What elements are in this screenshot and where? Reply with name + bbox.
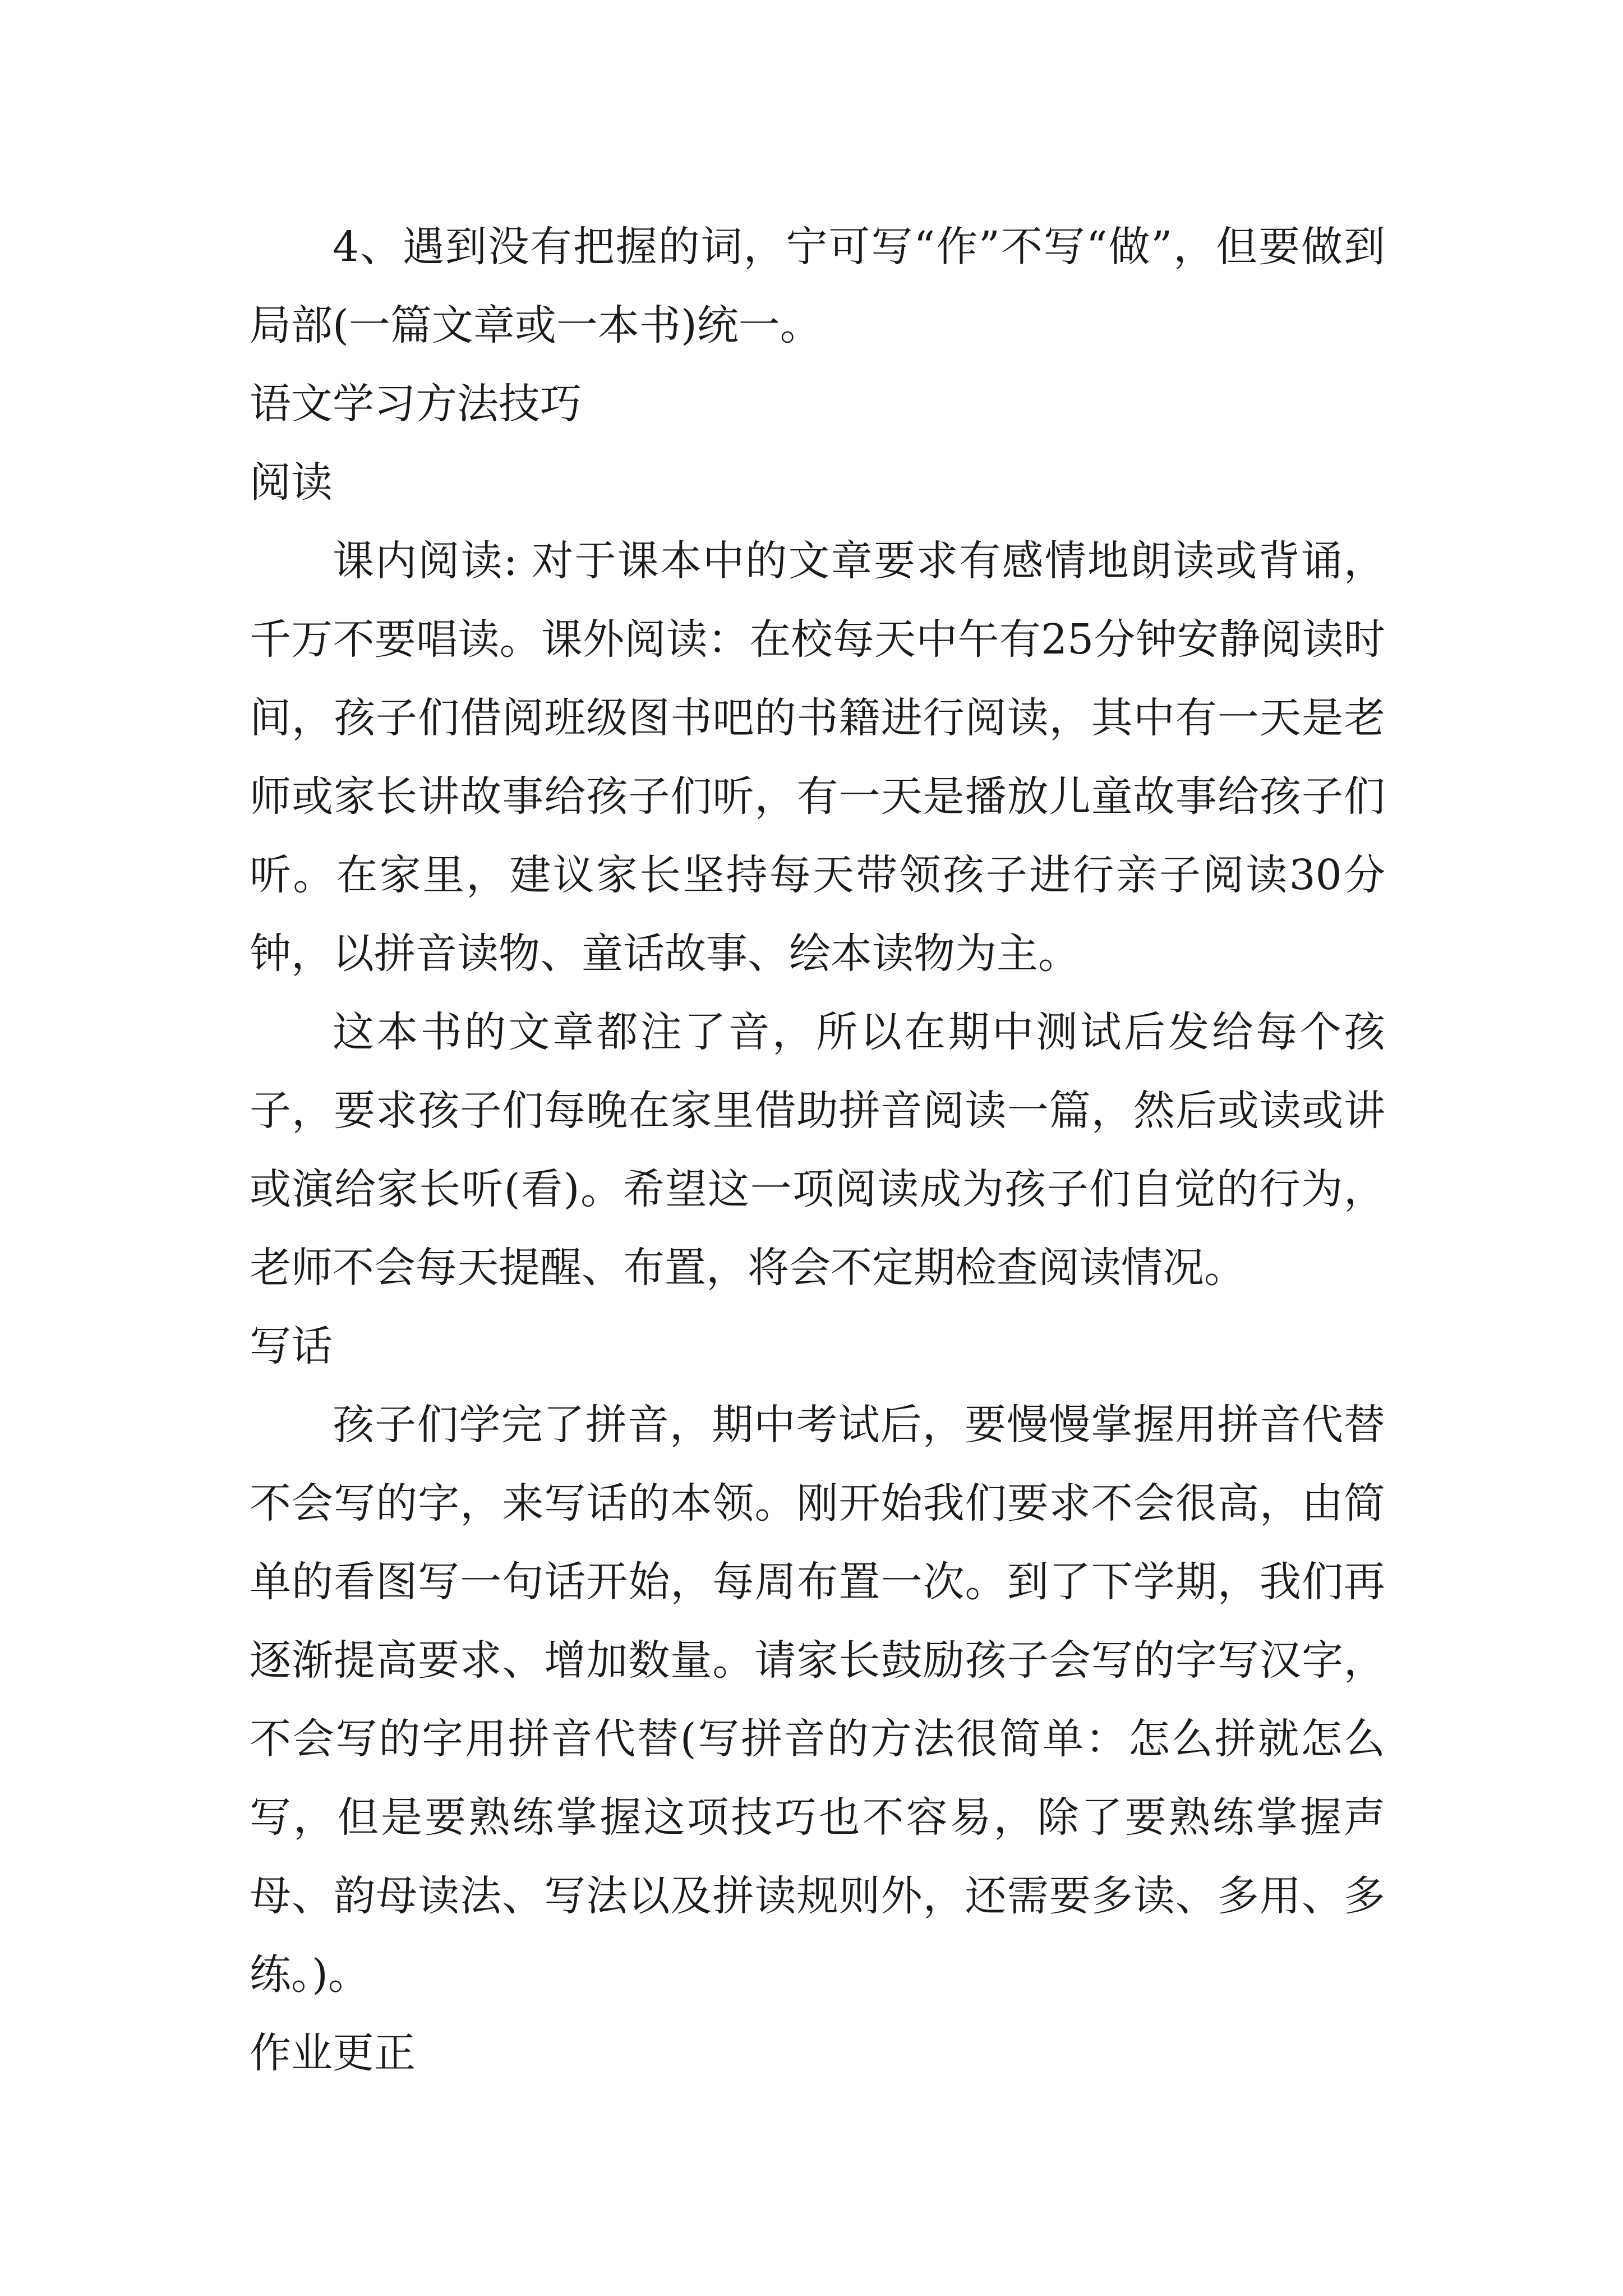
paragraph-word-usage-rule: 4、遇到没有把握的词，宁可写“作”不写“做”，但要做到局部(一篇文章或一本书)统一。 <box>250 223 1385 349</box>
paragraph-writing-details: 孩子们学完了拼音，期中考试后，要慢慢掌握用拼音代替不会写的字，来写话的本领。刚开始我们要求不会很高，由简单的看图写一句话开始，每周布置一次。到了下学期，我们再逐渐提高要求、增加数量。请家长鼓励孩子会写的字写汉字，不会写的字用拼音代替(写拼音的方法很简单：怎么拼就怎么写，但是要熟练掌握这项技巧也不容易，除了要熟练掌握声母、韵母读法、写法以及拼读规则外，还需要多读、多用、多练。)。 <box>250 1401 1385 1999</box>
subheading-homework-correction: 作业更正 <box>250 2029 416 2077</box>
subheading-writing: 写话 <box>250 1322 333 1370</box>
paragraph-book-reading: 这本书的文章都注了音，所以在期中测试后发给每个孩子，要求孩子们每晚在家里借助拼音阅读一篇，然后或读或讲或演给家长听(看)。希望这一项阅读成为孩子们自觉的行为，老师不会每天提醒、布置，将会不定期检查阅读情况。 <box>250 1008 1385 1292</box>
subheading-reading: 阅读 <box>250 458 333 507</box>
section-heading-study-methods: 语文学习方法技巧 <box>250 380 582 428</box>
paragraph-reading-details: 课内阅读: 对于课本中的文章要求有感情地朗读或背诵，千万不要唱读。课外阅读：在校每天中午有25分钟安静阅读时间，孩子们借阅班级图书吧的书籍进行阅读，其中有一天是老师或家长讲故事给孩子们听，有一天是播放儿童故事给孩子们听。在家里，建议家长坚持每天带领孩子进行亲子阅读30分钟，以拼音读物、童话故事、绘本读物为主。 <box>250 537 1385 978</box>
document-body <box>250 208 1385 2092</box>
